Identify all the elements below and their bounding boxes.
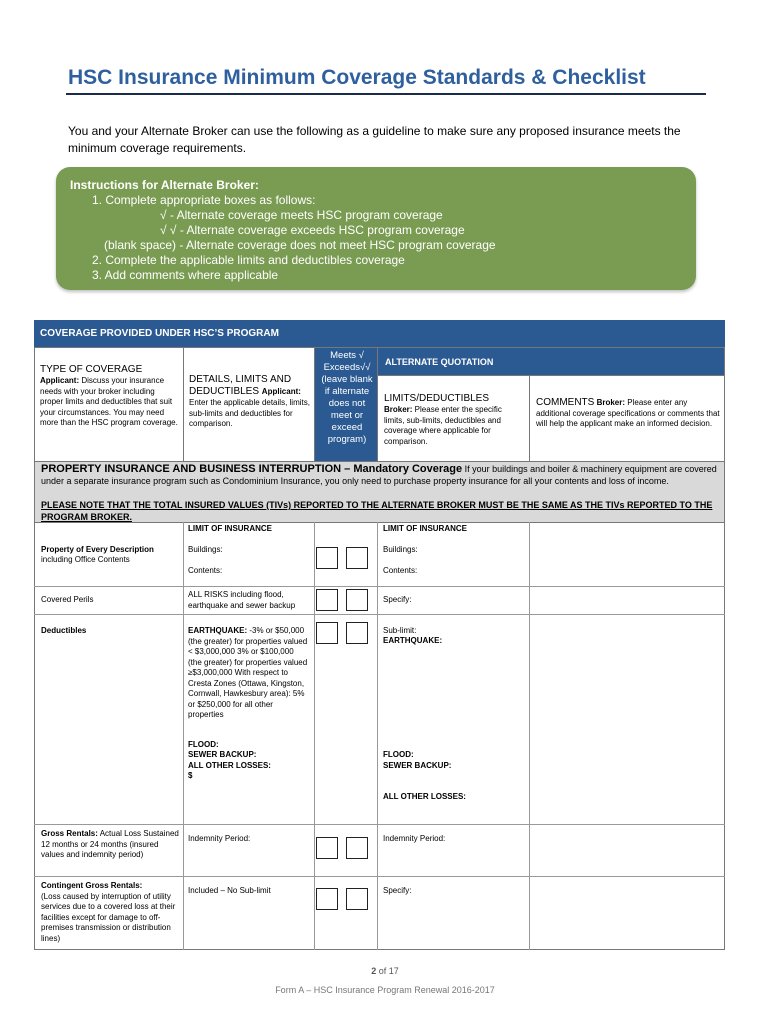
row-deductibles-other: ALL OTHER LOSSES: — [188, 761, 271, 770]
row-property-contents: Contents: — [188, 566, 223, 575]
page-title: HSC Insurance Minimum Coverage Standards & Checklist — [68, 66, 646, 89]
meets-header-cell — [314, 347, 378, 462]
alt-perils-specify: Specify: — [383, 595, 412, 604]
title-underline — [66, 93, 706, 95]
row-contingent-detail: Included – No Sub-limit — [188, 886, 271, 895]
meets-checkbox[interactable] — [316, 589, 338, 611]
limits-deductibles-title: LIMITS/DEDUCTIBLES — [384, 393, 490, 404]
tiv-note: PLEASE NOTE THAT THE TOTAL INSURED VALUES (TIVs) REPORTED TO THE ALTERNATE BROKER MUST BE THE SAME AS THE TIVs REPORTED TO THE PROGRAM BROKER. — [41, 500, 713, 522]
instructions-item-2: 2. Complete the applicable limits and deductibles coverage — [92, 253, 405, 267]
meets-checkbox[interactable] — [316, 547, 338, 569]
instructions-sub-3: (blank space) - Alternate coverage does not meet HSC program coverage — [104, 238, 496, 252]
row-perils-detail: ALL RISKS including flood, earthquake and sewer backup — [188, 590, 296, 610]
type-header-cell — [34, 347, 184, 462]
alt-buildings: Buildings: — [383, 545, 418, 554]
instructions-box — [56, 167, 696, 290]
row-property-type: Property of Every Description — [41, 545, 154, 554]
limit-of-insurance-label: LIMIT OF INSURANCE — [188, 524, 272, 533]
alt-limit-of-insurance-label: LIMIT OF INSURANCE — [383, 524, 467, 533]
type-of-coverage-desc: Applicant: Discuss your insurance needs with your broker including proper limits and deductibles that suit your circumstances. You may need more than the HSC program coverage. — [40, 376, 178, 427]
alt-contingent-specify: Specify: — [383, 886, 412, 895]
meets-checkbox[interactable] — [316, 888, 338, 910]
meets-checkbox[interactable] — [316, 837, 338, 859]
instructions-sub-2: √ √ - Alternate coverage exceeds HSC program coverage — [160, 223, 465, 237]
exceeds-checkbox[interactable] — [346, 837, 368, 859]
exceeds-checkbox[interactable] — [346, 547, 368, 569]
row-gross-rentals-detail: Indemnity Period: — [188, 834, 251, 843]
comments-header-cell — [529, 375, 725, 462]
details-desc: Enter the applicable details, limits, sub-limits and deductibles for comparison. — [189, 398, 310, 428]
meets-checkbox[interactable] — [316, 622, 338, 644]
coverage-header: COVERAGE PROVIDED UNDER HSC’S PROGRAM — [34, 320, 725, 347]
alt-sewer: SEWER BACKUP: — [383, 761, 452, 770]
row-property-buildings: Buildings: — [188, 545, 223, 554]
alt-quote-header-cell — [377, 347, 725, 376]
alt-flood: FLOOD: — [383, 750, 414, 759]
page-number: 2 of 17 — [371, 966, 399, 976]
alternate-quotation-header: ALTERNATE QUOTATION — [385, 357, 494, 367]
meets-exceeds-header: Meets √ Exceeds√√ (leave blank if alternate does not meet or exceed program) — [321, 350, 373, 445]
property-section-header — [34, 461, 725, 523]
exceeds-checkbox[interactable] — [346, 589, 368, 611]
property-heading: PROPERTY INSURANCE AND BUSINESS INTERRUPTION – Mandatory Coverage If your buildings and boiler & machinery equipment are covered under a separate insurance program such as Condominium Insurance, you only need to purchase property insurance for all your contents and loss of income. — [41, 463, 717, 486]
row-contingent-type: Contingent Gross Rentals: (Loss caused by interruption of utility services due to a covered loss at their facilities except for damage to off-premises transmission or distribution lines) — [41, 881, 176, 943]
row-deductibles-sewer: SEWER BACKUP: — [188, 750, 257, 759]
alt-sublimit: Sub-limit: — [383, 626, 417, 635]
alt-other-losses: ALL OTHER LOSSES: — [383, 792, 466, 801]
row-property-type-sub: including Office Contents — [41, 555, 130, 564]
row-perils-type: Covered Perils — [41, 595, 94, 604]
row-deductibles-flood: FLOOD: — [188, 740, 219, 749]
instructions-sub-1: √ - Alternate coverage meets HSC program coverage — [160, 208, 443, 222]
instructions-item-1: 1. Complete appropriate boxes as follows: — [92, 193, 316, 207]
row-deductibles-earthquake: EARTHQUAKE: -3% or $50,000 (the greater) for properties valued < $3,000,000 3% or $100,000 (the greater) for properties valued ≥$3,000,000 With respect to Cresta Zones (Ottawa, Kingston, Cornwall, Hawkesbury area): 5% or $250,000 for all other properties — [188, 626, 308, 719]
details-title: DETAILS, LIMITS AND DEDUCTIBLES Applicant: — [189, 374, 301, 397]
row-deductibles-dollar: $ — [188, 771, 193, 780]
instructions-heading: Instructions for Alternate Broker: — [70, 178, 259, 192]
exceeds-checkbox[interactable] — [346, 888, 368, 910]
form-footer: Form A – HSC Insurance Program Renewal 2016-2017 — [275, 985, 495, 995]
row-gross-rentals-type: Gross Rentals: Actual Loss Sustained 12 months or 24 months (insured values and indemnity period) — [41, 829, 179, 859]
details-header-cell — [183, 347, 315, 462]
exceeds-checkbox[interactable] — [346, 622, 368, 644]
limits-header-cell — [377, 375, 530, 462]
alt-contents: Contents: — [383, 566, 418, 575]
row-deductibles-type: Deductibles — [41, 626, 87, 635]
comments-desc: COMMENTS Broker: Please enter any additional coverage specifications or comments that will help the applicant make an informed decision. — [536, 397, 720, 428]
alt-indemnity-period: Indemnity Period: — [383, 834, 446, 843]
intro-paragraph: You and your Alternate Broker can use the following as a guideline to make sure any proposed insurance meets the minimum coverage requirements. — [68, 124, 681, 155]
alt-earthquake: EARTHQUAKE: — [383, 636, 443, 645]
instructions-item-3: 3. Add comments where applicable — [92, 268, 279, 282]
type-of-coverage-title: TYPE OF COVERAGE — [40, 364, 143, 375]
limits-deductibles-desc: Broker: Please enter the specific limits, sub-limits, deductibles and coverage where applicable for comparison. — [384, 405, 502, 446]
